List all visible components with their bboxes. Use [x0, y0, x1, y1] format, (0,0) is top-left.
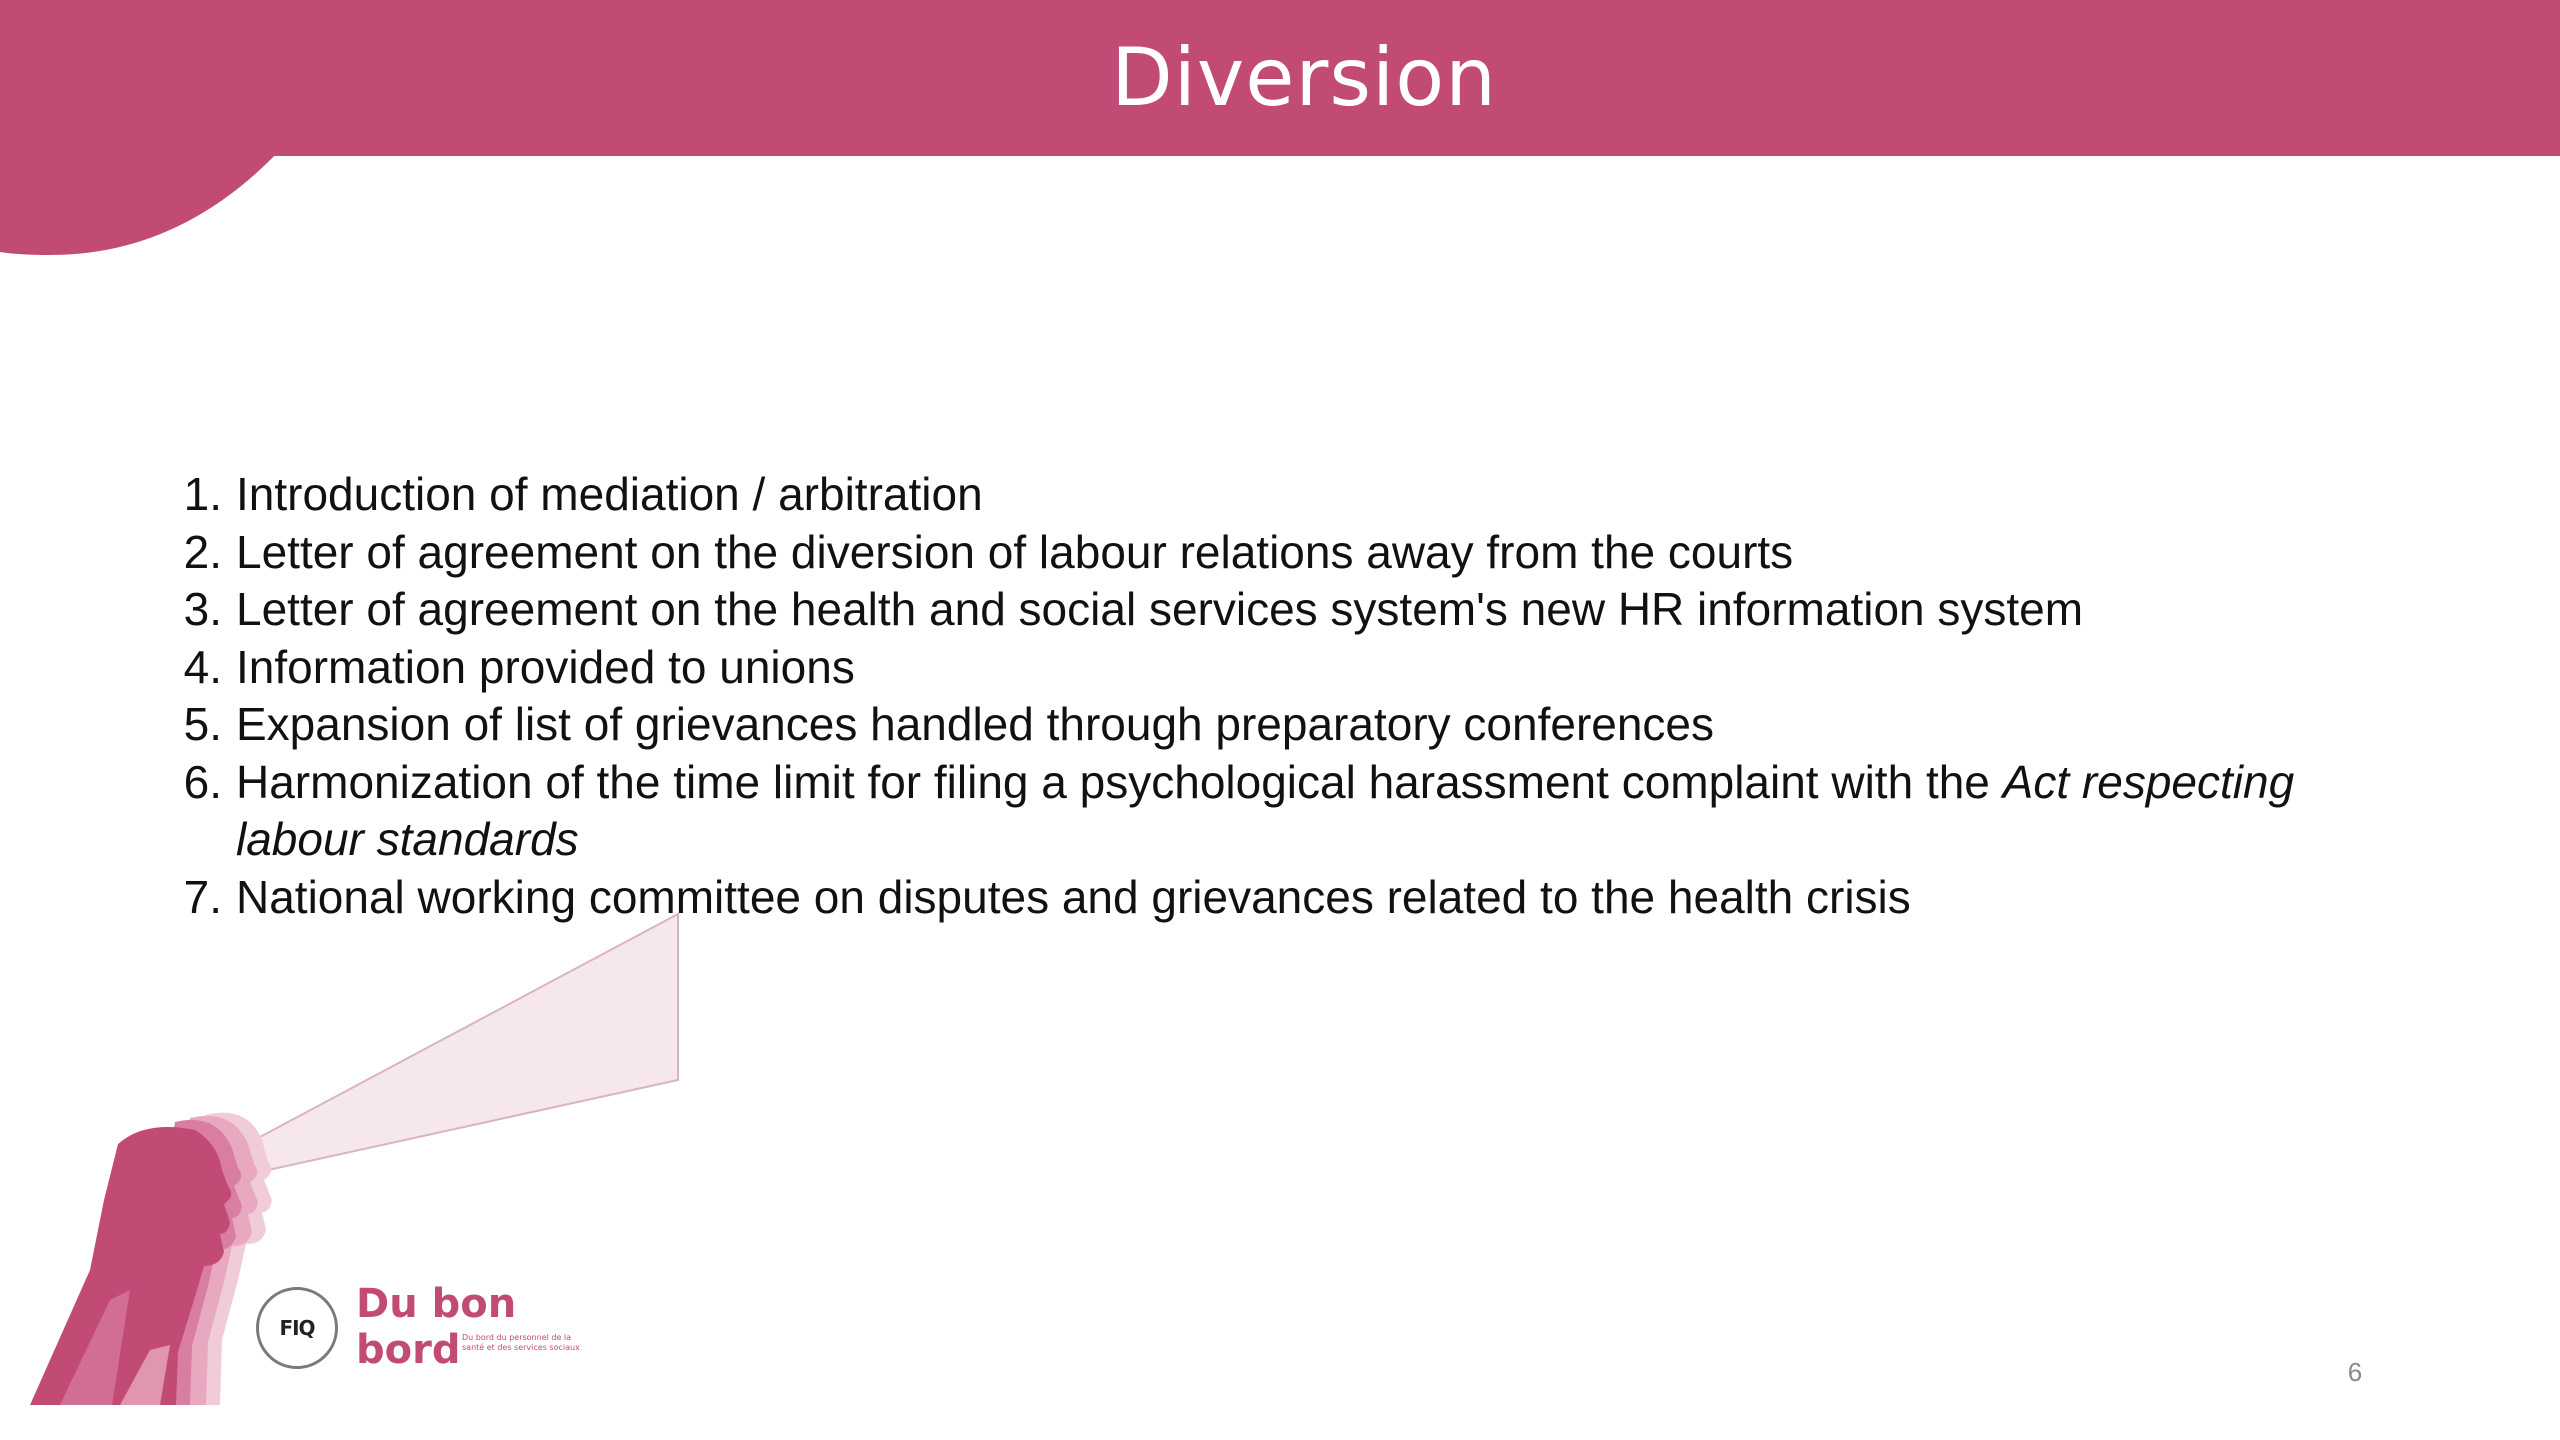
- list-item-text: National working committee on disputes and grievances related to the health crisis: [236, 870, 1911, 923]
- agenda-list: [150, 466, 2430, 926]
- page-number: 6: [2347, 1357, 2363, 1387]
- list-item-number: 4.: [183, 640, 222, 693]
- list-item-text: Letter of agreement on the health and social services system's new HR information system: [236, 583, 2084, 635]
- list-item: [150, 466, 2430, 524]
- list-item-number: 7.: [183, 870, 222, 923]
- slide-title: Diversion: [1111, 31, 1497, 124]
- logo-tagline: Du bord du personnel de la santé et des services sociaux: [462, 1333, 580, 1352]
- list-item-number: 5.: [183, 698, 222, 750]
- act-title-italic: Act respecting labour standards: [236, 755, 2295, 865]
- list-item-text: Letter of agreement on the diversion of labour relations away from the courts: [236, 525, 1794, 578]
- list-item: [150, 524, 2430, 582]
- list-item-text: Introduction of mediation / arbitration: [236, 468, 983, 520]
- list-item: [150, 696, 2430, 754]
- logo-wordmark-line1: Du bon: [356, 1281, 517, 1327]
- logo-emblem-text: FIQ: [279, 1316, 315, 1340]
- logo-emblem: [256, 1287, 338, 1369]
- list-item: [150, 639, 2430, 697]
- list-item-number: 3.: [183, 583, 222, 635]
- list-item-text: Information provided to unions: [236, 640, 855, 693]
- list-item-text-regular: Harmonization of the time limit for filing a psychological harassment complaint with the: [236, 755, 2003, 808]
- list-item-number: 1.: [183, 468, 222, 520]
- list-item: [150, 581, 2430, 639]
- list-item-number: 6.: [183, 755, 222, 808]
- list-item-number: 2.: [183, 525, 222, 578]
- logo-wordmark-line2: bord: [356, 1327, 461, 1373]
- list-item: [150, 754, 2430, 869]
- list-item-text: Expansion of list of grievances handled through preparatory conferences: [236, 698, 1715, 750]
- list-item-text: [236, 754, 2430, 869]
